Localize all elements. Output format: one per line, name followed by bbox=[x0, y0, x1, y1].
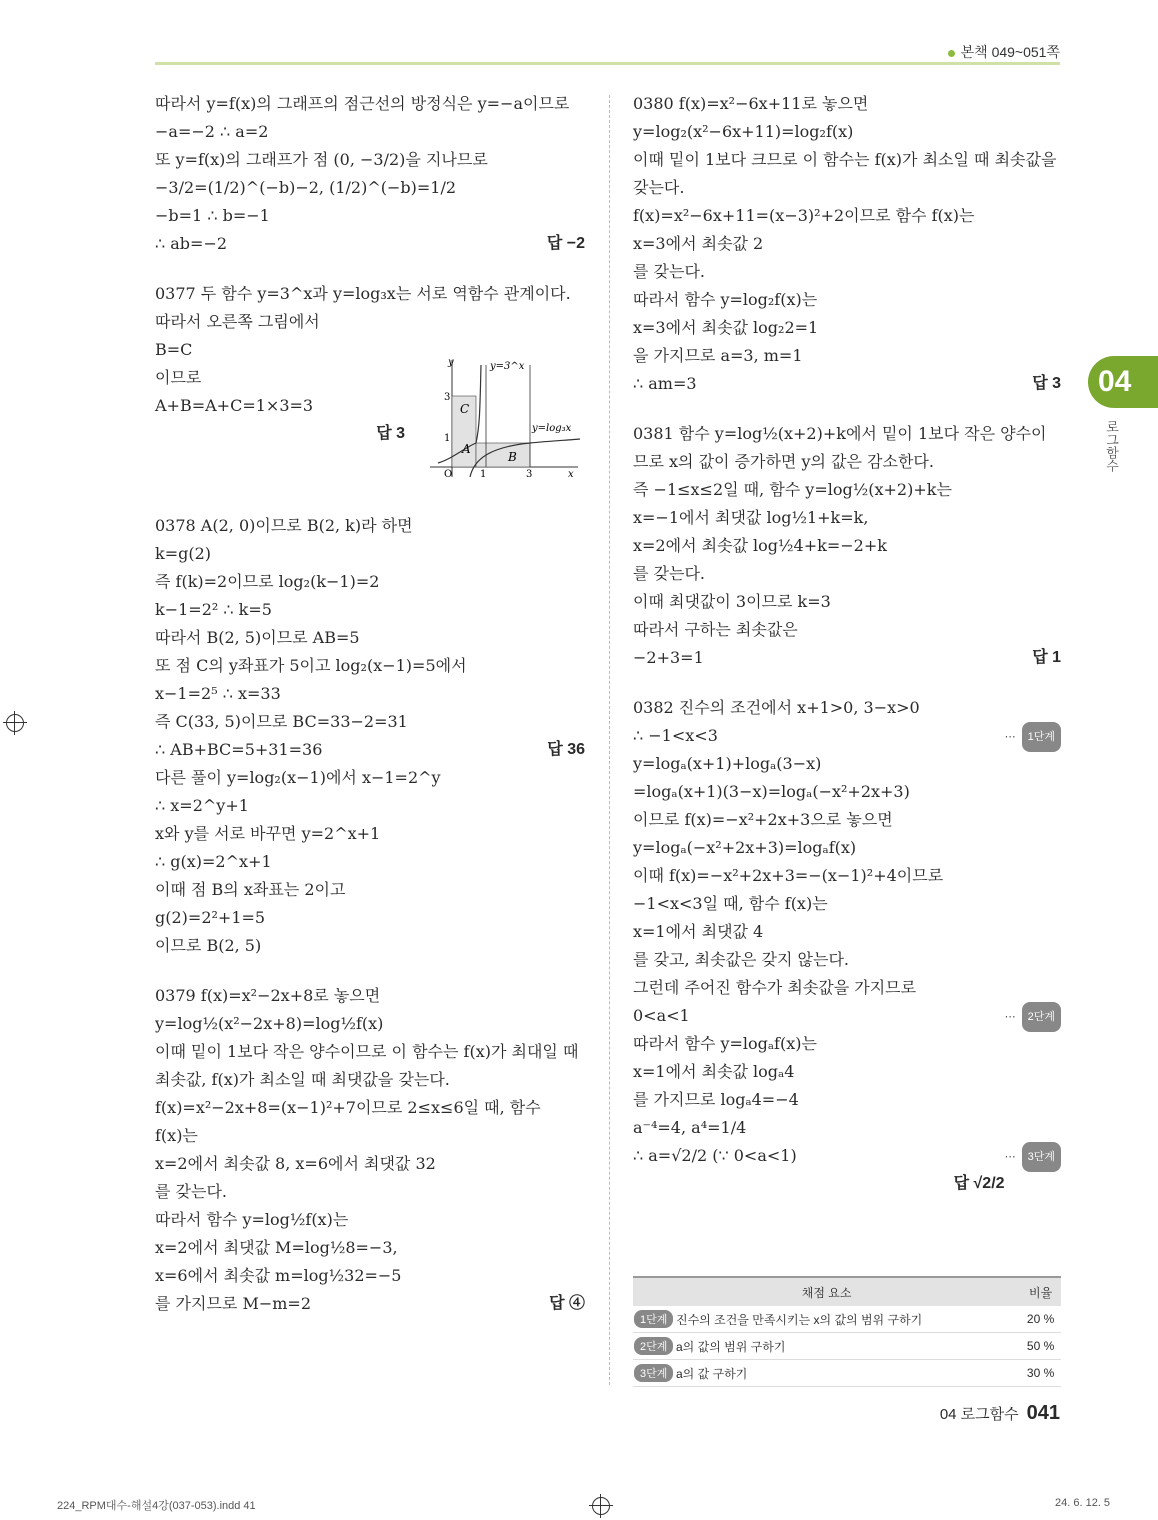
text-line: B=C bbox=[155, 340, 193, 359]
text-line: 를 갖고, 최솟값은 갖지 않는다. bbox=[633, 950, 849, 969]
text-line bbox=[155, 736, 585, 764]
text-line bbox=[633, 1170, 1061, 1198]
text-line: 이므로 B(2, 5) bbox=[155, 936, 262, 955]
problem-0378: 0378 A(2, 0)이므로 B(2, k)라 하면 bbox=[155, 516, 413, 535]
tick-y3: 3 bbox=[444, 392, 451, 403]
text-line: x=2에서 최솟값 8, x=6에서 최댓값 32 bbox=[155, 1154, 436, 1173]
text-line: x=2에서 최솟값 log½4+k=−2+k bbox=[633, 536, 887, 555]
graph-0377 bbox=[430, 355, 585, 480]
tick-y1: 1 bbox=[444, 433, 451, 444]
left-column bbox=[155, 90, 585, 1318]
text-line: x=3에서 최솟값 log₂2=1 bbox=[633, 318, 819, 337]
text-line: x−1=2⁵ ∴ x=33 bbox=[155, 684, 281, 703]
text-line: 므로 x의 값이 증가하면 y의 값은 감소한다. bbox=[633, 452, 934, 471]
answer-381: 답 1 bbox=[1032, 649, 1061, 666]
text-line: −3/2=(1/2)^(−b)−2, (1/2)^(−b)=1/2 bbox=[155, 178, 457, 197]
text-line: 따라서 함수 y=log₂f(x)는 bbox=[633, 290, 818, 309]
text-line: 를 갖는다. bbox=[633, 262, 705, 281]
text-line: 를 갖는다. bbox=[633, 564, 705, 583]
text-line: 따라서 함수 y=log½f(x)는 bbox=[155, 1210, 349, 1229]
text-span: ∴ ab=−2 bbox=[155, 234, 228, 253]
text-line: x=1에서 최댓값 4 bbox=[633, 922, 764, 941]
text-line: f(x)는 bbox=[155, 1126, 198, 1145]
text-line: y=logₐ(x+1)+logₐ(3−x) bbox=[633, 754, 822, 773]
registration-mark-icon bbox=[6, 714, 24, 732]
text-line bbox=[633, 722, 1061, 750]
text-line: f(x)=x²−2x+8=(x−1)²+7이므로 2≤x≤6일 때, 함수 bbox=[155, 1098, 541, 1117]
text-line: a⁻⁴=4, a⁴=1/4 bbox=[633, 1118, 747, 1137]
print-date: 24. 6. 12. 5 bbox=[1055, 1497, 1111, 1509]
table-row: 3단계 a의 값 구하기 30 % bbox=[633, 1360, 1061, 1387]
problem-0382: 0382 진수의 조건에서 x+1>0, 3−x>0 bbox=[633, 698, 920, 717]
problem-0380: 0380 f(x)=x²−6x+11로 놓으면 bbox=[633, 94, 869, 113]
text-line bbox=[633, 1142, 1061, 1170]
text-line: 를 가지므로 logₐ4=−4 bbox=[633, 1090, 799, 1109]
page-number: 041 bbox=[1026, 1402, 1060, 1424]
label-ylog: y=log₃x bbox=[532, 423, 572, 434]
text-span: ∴ AB+BC=5+31=36 bbox=[155, 740, 323, 759]
label-x: x bbox=[568, 469, 574, 480]
text-line: 그런데 주어진 함수가 최솟값을 가지므로 bbox=[633, 978, 917, 997]
text-line: 를 갖는다. bbox=[155, 1182, 227, 1201]
text-line: x와 y를 서로 바꾸면 y=2^x+1 bbox=[155, 824, 381, 843]
text-line bbox=[633, 644, 1061, 672]
text-line: ∴ g(x)=2^x+1 bbox=[155, 852, 272, 871]
scoring-table bbox=[633, 1276, 1061, 1387]
text-line bbox=[155, 1290, 585, 1318]
tick-x3: 3 bbox=[526, 469, 533, 480]
bullet-icon bbox=[948, 50, 955, 57]
right-column bbox=[633, 90, 1061, 1198]
text-span: ∴ am=3 bbox=[633, 374, 697, 393]
text-line: 즉 −1≤x≤2일 때, 함수 y=log½(x+2)+k는 bbox=[633, 480, 952, 499]
text-line: ∴ x=2^y+1 bbox=[155, 796, 249, 815]
text-line: 이때 점 B의 x좌표는 2이고 bbox=[155, 880, 346, 899]
text-line: 이므로 f(x)=−x²+2x+3으로 놓으면 bbox=[633, 810, 893, 829]
text-line: 즉 C(33, 5)이므로 BC=33−2=31 bbox=[155, 712, 408, 731]
text-line: 갖는다. bbox=[633, 178, 685, 197]
label-y3x: y=3^x bbox=[490, 361, 525, 372]
text-line: 이때 밑이 1보다 작은 양수이므로 이 함수는 f(x)가 최대일 때 bbox=[155, 1042, 579, 1061]
step-badge-1: ⋯ 1단계 bbox=[1005, 722, 1061, 752]
problem-0379: 0379 f(x)=x²−2x+8로 놓으면 bbox=[155, 986, 381, 1005]
answer-376: 답 −2 bbox=[546, 235, 585, 252]
text-span: 를 가지므로 M−m=2 bbox=[155, 1294, 311, 1313]
text-line: =logₐ(x+1)(3−x)=logₐ(−x²+2x+3) bbox=[633, 782, 910, 801]
answer-379: 답 ④ bbox=[549, 1295, 585, 1312]
step-badge-3: ⋯ 3단계 bbox=[1005, 1142, 1061, 1172]
header-label: 본책 049~051쪽 bbox=[948, 42, 1060, 62]
text-line: x=6에서 최솟값 m=log½32=−5 bbox=[155, 1266, 402, 1285]
text-line: x=1에서 최솟값 logₐ4 bbox=[633, 1062, 795, 1081]
text-line bbox=[633, 1002, 1061, 1030]
label-y: y bbox=[448, 357, 454, 368]
text-span: −2+3=1 bbox=[633, 648, 704, 667]
text-span: ∴ a=√2/2 (∵ 0<a<1) bbox=[633, 1146, 797, 1165]
text-line: y=log½(x²−2x+8)=log½f(x) bbox=[155, 1014, 384, 1033]
region-B: B bbox=[508, 450, 517, 464]
text-line bbox=[155, 420, 405, 448]
registration-mark-icon bbox=[592, 1497, 610, 1515]
step-badge-2: ⋯ 2단계 bbox=[1005, 1002, 1061, 1032]
text-line: k=g(2) bbox=[155, 544, 212, 563]
text-line: f(x)=x²−6x+11=(x−3)²+2이므로 함수 f(x)는 bbox=[633, 206, 975, 225]
file-info: 224_RPM대수-해설4강(037-053).indd 41 bbox=[57, 1500, 256, 1512]
chapter-tab: 04 bbox=[1088, 356, 1158, 408]
table-row: 1단계 진수의 조건을 만족시키는 x의 값의 범위 구하기 20 % bbox=[633, 1306, 1061, 1333]
alt-solution: 다른 풀이 y=log₂(x−1)에서 x−1=2^y bbox=[155, 768, 441, 787]
text-line: 따라서 B(2, 5)이므로 AB=5 bbox=[155, 628, 360, 647]
text-span: ∴ −1<x<3 bbox=[633, 726, 718, 745]
text-line: 따라서 y=f(x)의 그래프의 점근선의 방정식은 y=−a이므로 bbox=[155, 94, 570, 113]
table-header: 비율 bbox=[1020, 1277, 1061, 1306]
text-line: 이때 밑이 1보다 크므로 이 함수는 f(x)가 최소일 때 최솟값을 bbox=[633, 150, 1057, 169]
answer-382: 답 √2/2 bbox=[953, 1175, 1005, 1192]
text-line: x=−1에서 최댓값 log½1+k=k, bbox=[633, 508, 869, 527]
text-line: g(2)=2²+1=5 bbox=[155, 908, 266, 927]
text-line: y=log₂(x²−6x+11)=log₂f(x) bbox=[633, 122, 854, 141]
table-header: 채점 요소 bbox=[633, 1277, 1020, 1306]
text-line: 따라서 오른쪽 그림에서 bbox=[155, 312, 320, 331]
problem-0377: 0377 두 함수 y=3^x과 y=log₃x는 서로 역함수 관계이다. bbox=[155, 284, 571, 303]
answer-377: 답 3 bbox=[376, 425, 405, 442]
text-line: x=2에서 최댓값 M=log½8=−3, bbox=[155, 1238, 398, 1257]
header-rule bbox=[155, 62, 1060, 65]
text-span: 0<a<1 bbox=[633, 1006, 690, 1025]
text-line: A+B=A+C=1×3=3 bbox=[155, 396, 314, 415]
problem-0381: 0381 함수 y=log½(x+2)+k에서 밑이 1보다 작은 양수이 bbox=[633, 424, 1047, 443]
page-footer: 04 로그함수 041 bbox=[939, 1402, 1060, 1424]
text-line: 이때 최댓값이 3이므로 k=3 bbox=[633, 592, 831, 611]
text-line: x=3에서 최솟값 2 bbox=[633, 234, 764, 253]
text-line: 즉 f(k)=2이므로 log₂(k−1)=2 bbox=[155, 572, 380, 591]
text-line: y=logₐ(−x²+2x+3)=logₐf(x) bbox=[633, 838, 857, 857]
answer-378: 답 36 bbox=[547, 741, 585, 758]
text-line: 또 y=f(x)의 그래프가 점 (0, −3/2)을 지나므로 bbox=[155, 150, 488, 169]
text-line: 따라서 구하는 최솟값은 bbox=[633, 620, 798, 639]
label-origin: O bbox=[444, 469, 453, 480]
text-line: 이므로 bbox=[155, 368, 202, 387]
text-line: −a=−2 ∴ a=2 bbox=[155, 122, 269, 141]
chapter-tab-label: 로그함수 bbox=[1104, 420, 1119, 472]
text-line: 또 점 C의 y좌표가 5이고 log₂(x−1)=5에서 bbox=[155, 656, 467, 675]
answer-380: 답 3 bbox=[1032, 375, 1061, 392]
text-line bbox=[155, 230, 585, 258]
text-line: −1<x<3일 때, 함수 f(x)는 bbox=[633, 894, 828, 913]
text-line bbox=[633, 370, 1061, 398]
text-line: 이때 f(x)=−x²+2x+3=−(x−1)²+4이므로 bbox=[633, 866, 944, 885]
column-divider bbox=[609, 95, 610, 1385]
text-line: −b=1 ∴ b=−1 bbox=[155, 206, 270, 225]
text-line: k−1=2² ∴ k=5 bbox=[155, 600, 272, 619]
region-C: C bbox=[460, 402, 470, 416]
text-line: 최솟값, f(x)가 최소일 때 최댓값을 갖는다. bbox=[155, 1070, 450, 1089]
text-line: 따라서 함수 y=logₐf(x)는 bbox=[633, 1034, 817, 1053]
text-line: 을 가지므로 a=3, m=1 bbox=[633, 346, 803, 365]
table-row: 2단계 a의 값의 범위 구하기 50 % bbox=[633, 1333, 1061, 1360]
region-A: A bbox=[462, 442, 471, 456]
tick-x1: 1 bbox=[480, 469, 487, 480]
